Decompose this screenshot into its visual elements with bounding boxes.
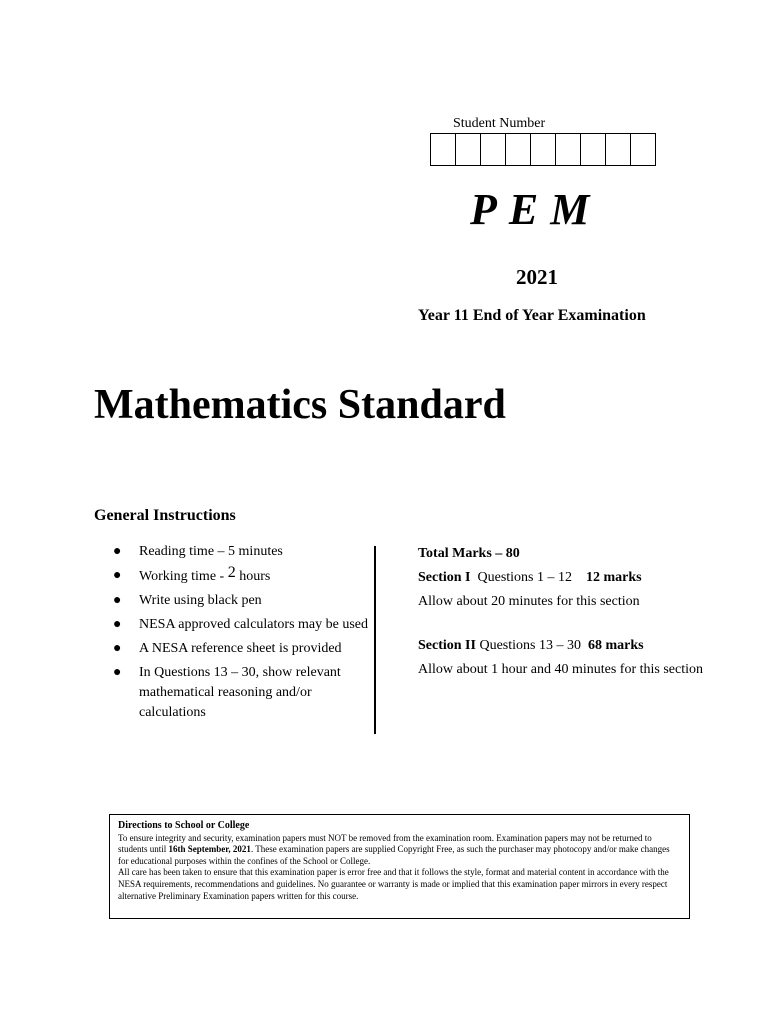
section-2-label: Section II [418,638,476,653]
section-1-time: Allow about 20 minutes for this section [418,594,640,609]
bullet-icon: ● [113,568,122,583]
instruction-text: Reading time – 5 minutes [139,544,283,559]
instruction-text: A NESA reference sheet is provided [139,641,342,656]
bullet-icon: ● [113,641,122,656]
section-2-line [418,634,718,658]
directions-text: . These examination papers are supplied Copyright Free, as such the purchaser may photocopy and/or make changes for educational purposes within the confines of the School or College. [118,844,670,866]
directions-title: Directions to School or College [118,820,250,831]
bullet-icon: ● [113,665,122,680]
return-date: 16th September, 2021 [168,844,251,855]
student-number-label: Student Number [453,116,546,131]
org-logo-text: PEM [470,185,602,234]
marks-summary [418,542,718,682]
student-number-digit-box[interactable] [605,133,631,166]
section-1-marks: 12 marks [586,570,642,585]
bullet-icon: ● [113,617,122,632]
instruction-text: In Questions 13 – 30, show relevant mathematical reasoning and/or calculations [139,665,341,720]
exam-year: 2021 [516,265,558,289]
list-item [108,542,376,562]
student-number-digit-box[interactable] [580,133,606,166]
student-number-digit-box[interactable] [455,133,481,166]
bullet-icon: ● [113,544,122,559]
list-item [108,639,376,659]
student-number-digit-box[interactable] [530,133,556,166]
instructions-list [108,542,376,727]
student-number-boxes[interactable] [430,133,655,166]
column-divider [374,546,376,734]
list-item [108,591,376,611]
subject-title: Mathematics Standard [94,382,506,428]
student-number-digit-box[interactable] [555,133,581,166]
working-time-hours: 2 [227,564,236,581]
directions-paragraph-1 [118,833,681,868]
exam-title: Year 11 End of Year Examination [418,307,646,324]
instruction-text: NESA approved calculators may be used [139,617,368,632]
list-item [108,615,376,635]
instruction-text-suffix: hours [235,569,271,584]
instruction-text: Working time - [139,569,228,584]
student-number-digit-box[interactable] [480,133,506,166]
section-2-questions: Questions 13 – 30 [479,638,581,653]
student-number-digit-box[interactable] [505,133,531,166]
directions-text: To ensure integrity and security, examination papers must NOT be removed from the examination room. Examination papers may not be returned to students until [118,832,652,855]
directions-paragraph-2: All care has been taken to ensure that this examination paper is error free and that it follows the style, format and material content in accordance with the NESA requirements, recommendations and guidelines. No guarantee or warranty is made or implied that this examination paper mirrors in every respect alternative Preliminary Examination papers written for this course. [118,867,669,901]
list-item [108,663,376,723]
student-number-digit-box[interactable] [430,133,456,166]
section-1-line [418,566,718,590]
instruction-text: Write using black pen [139,593,262,608]
section-2-time: Allow about 1 hour and 40 minutes for this section [418,662,704,677]
bullet-icon: ● [113,593,122,608]
list-item [108,566,376,587]
section-1-questions: Questions 1 – 12 [477,570,572,585]
student-number-digit-box[interactable] [630,133,656,166]
directions-box [109,814,690,919]
total-marks: Total Marks – 80 [418,546,520,561]
section-1-label: Section I [418,570,471,585]
section-2-marks: 68 marks [587,638,644,653]
general-instructions-heading: General Instructions [94,507,236,524]
